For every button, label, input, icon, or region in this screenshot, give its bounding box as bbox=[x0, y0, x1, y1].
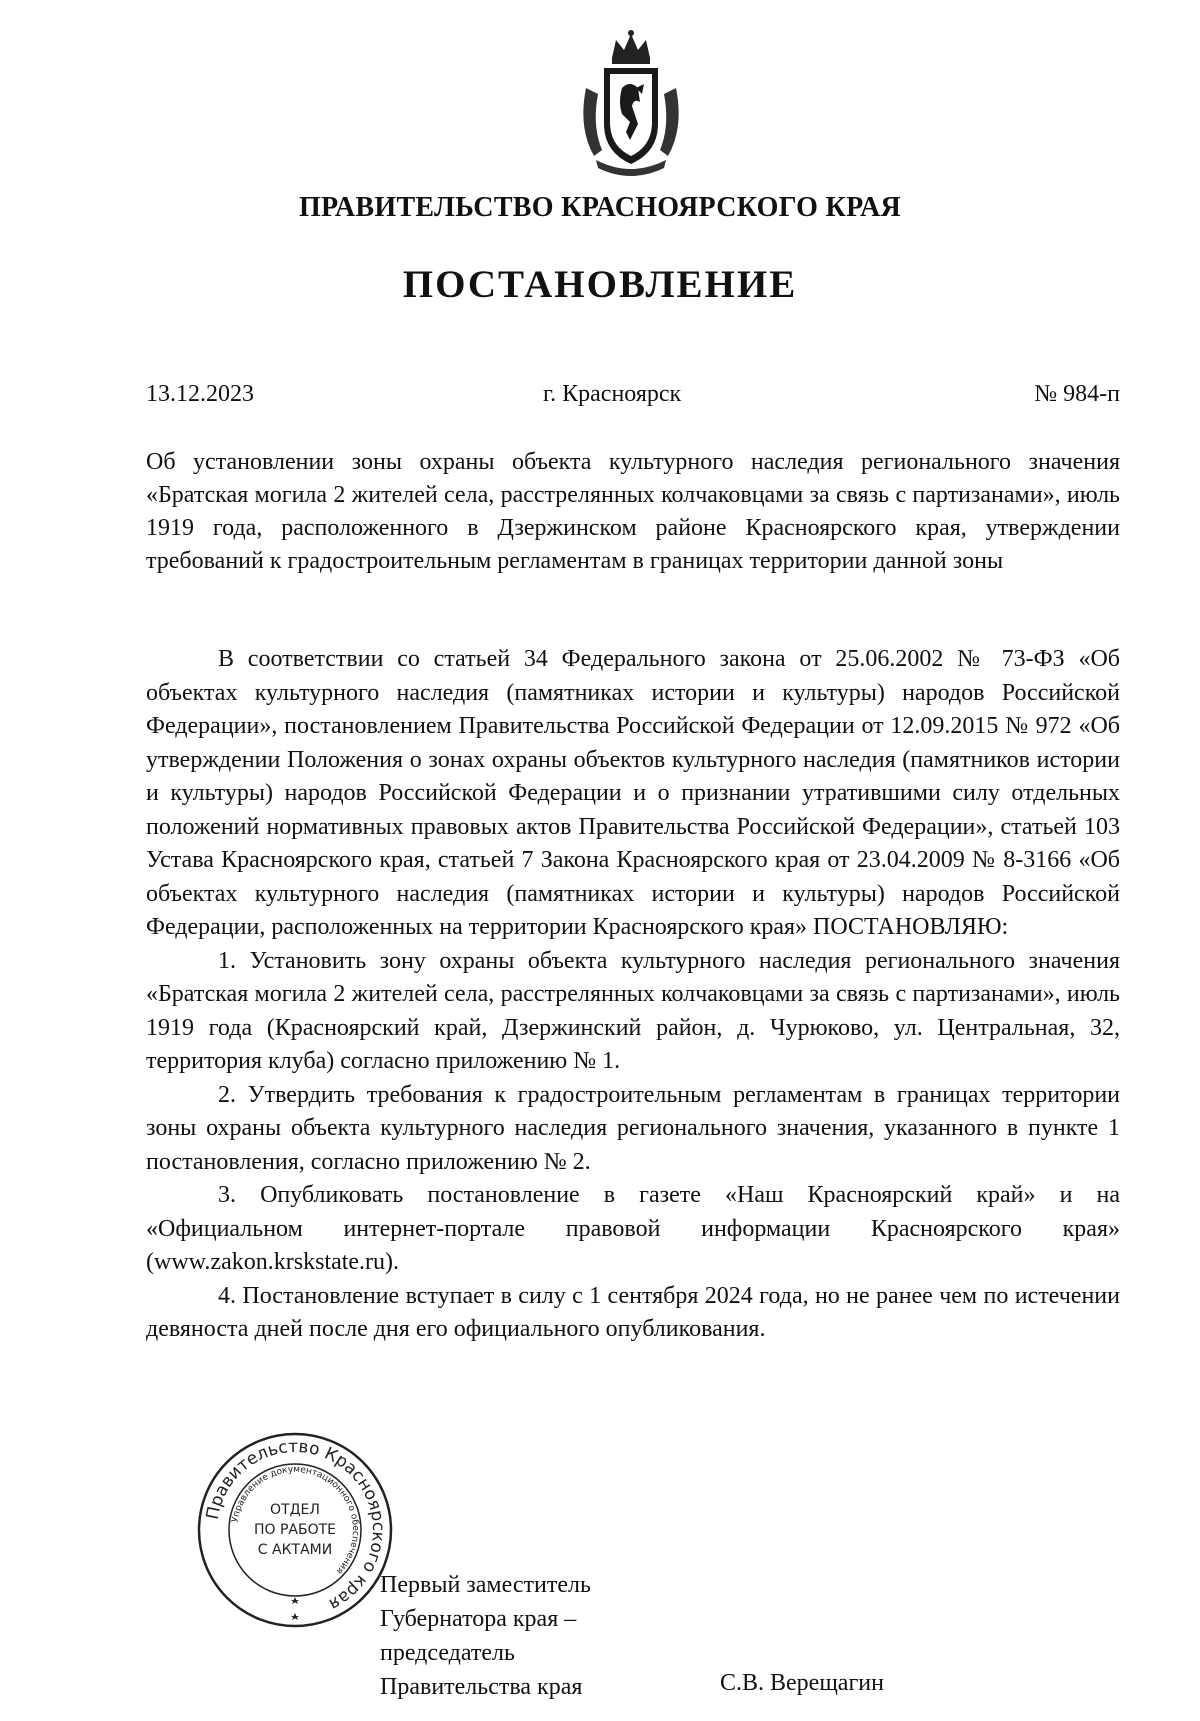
document-type-title: ПОСТАНОВЛЕНИЕ bbox=[402, 263, 798, 306]
preamble-paragraph: В соответствии со статьей 34 Федерального закона от 25.06.2002 № 73-ФЗ «Об объектах культурного наследия (памятниках истории и культуры) народов Российской Федерации», постановлением Правительства Российской Федерации от 12.09.2015 № 972 «Об утверждении Положения о зонах охраны объектов культурного наследия (памятников истории и культуры) народов Российской Федерации и о признании утратившими силу отдельных положений нормативных правовых актов Правительства Российской Федерации», статьей 103 Устава Красноярского края, статьей 7 Закона Красноярского края от 23.04.2009 № 8-3166 «Об объектах культурного наследия (памятниках истории и культуры) народов Российской Федерации, расположенных на территории Красноярского края» ПОСТАНОВЛЯЮ: bbox=[146, 646, 1120, 940]
resolution-item-1: 1. Установить зону охраны объекта культурного наследия регионального значения «Братская могила 2 жителей села, расстрелянных колчаковцами за связь с партизанами», июль 1919 года (Красноярский край, Дзержинский район, д. Чурюково, ул. Центральная, 32, территория клуба) согласно приложению № 1. bbox=[146, 947, 1120, 1074]
coat-of-arms-icon bbox=[572, 28, 690, 176]
signature-line-3: председатель bbox=[380, 1640, 515, 1666]
official-stamp bbox=[195, 1430, 395, 1630]
stamp-inner-ring-text: Управление документационного обеспечения bbox=[230, 1464, 361, 1576]
resolution-item-3: 3. Опубликовать постановление в газете «Наш Красноярский край» и на «Официальном интернет-портале правовой информации Красноярского края» (www.zakon.krskstate.ru). bbox=[146, 1182, 1120, 1275]
organization-title: ПРАВИТЕЛЬСТВО КРАСНОЯРСКОГО КРАЯ bbox=[298, 192, 902, 223]
document-city: г. Красноярск bbox=[543, 381, 682, 407]
signature-block bbox=[380, 1568, 591, 1704]
document-date: 13.12.2023 bbox=[146, 381, 254, 407]
resolution-item-2: 2. Утвердить требования к градостроительным регламентам в границах территории зоны охраны объекта культурного наследия регионального значения, указанного в пункте 1 постановления, согласно приложению № 2. bbox=[146, 1081, 1120, 1175]
document-body bbox=[146, 643, 1120, 1347]
stamp-center-line-2: ПО РАБОТЕ bbox=[253, 1522, 337, 1538]
stamp-center-line-3: С АКТАМИ bbox=[257, 1542, 333, 1558]
signature-line-1: Первый заместитель bbox=[380, 1572, 591, 1598]
stamp-center-line-1: ОТДЕЛ bbox=[270, 1502, 320, 1518]
signature-line-2: Губернатора края – bbox=[380, 1606, 577, 1632]
signatory-name: С.В. Верещагин bbox=[720, 1670, 884, 1696]
resolution-item-4: 4. Постановление вступает в силу с 1 сентября 2024 года, но не ранее чем по истечении девяноста дней после дня его официального опубликования. bbox=[146, 1282, 1120, 1342]
document-subject: Об установлении зоны охраны объекта культурного наследия регионального значения «Братская могила 2 жителей села, расстрелянных колчаковцами за связь с партизанами», июль 1919 года, расположенного в Дзержинском районе Красноярского края, утверждении требований к градостроительным регламентам в границах территории данной зоны bbox=[146, 449, 1120, 574]
document-meta-row bbox=[146, 381, 1120, 413]
stamp-ring-text: Правительство Красноярского края bbox=[202, 1436, 389, 1615]
document-number: № 984-п bbox=[1034, 381, 1120, 407]
signature-line-4: Правительства края bbox=[380, 1674, 583, 1700]
